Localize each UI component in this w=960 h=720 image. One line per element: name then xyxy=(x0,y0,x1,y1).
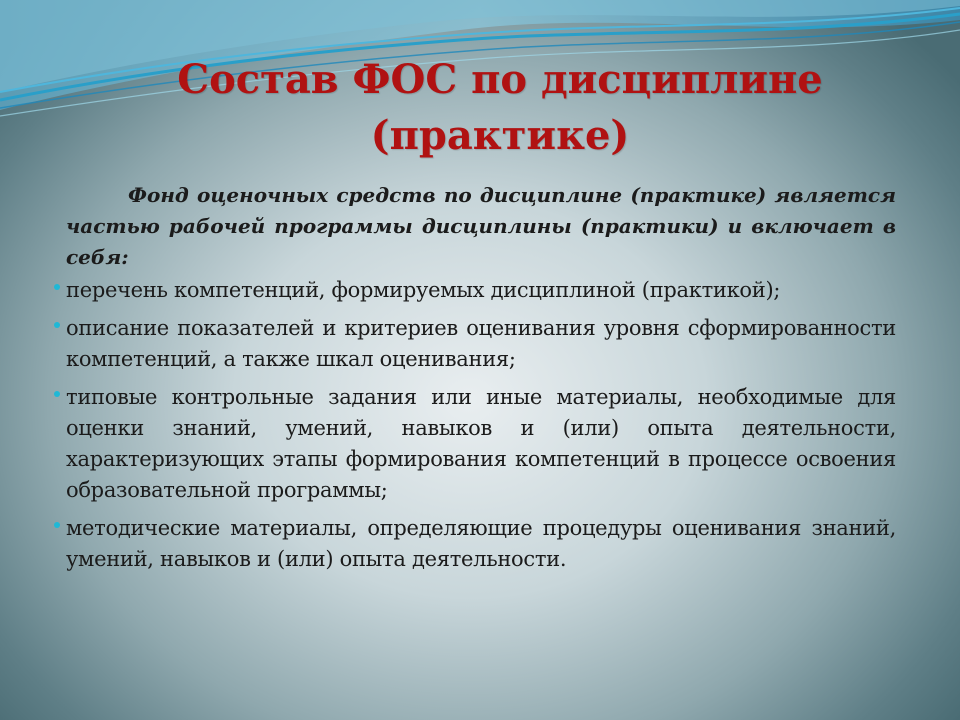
bullet-dot-icon xyxy=(54,391,60,397)
slide-content xyxy=(66,180,896,582)
list-item xyxy=(66,513,896,575)
list-item xyxy=(66,382,896,506)
bullet-list xyxy=(66,275,896,575)
bullet-text: методические материалы, определяющие процедуры оценивания знаний, умений, навыков и (или) опыта деятельности. xyxy=(66,516,896,571)
intro-paragraph: Фонд оценочных средств по дисциплине (практике) является частью рабочей программы дисциплины (практики) и включает в себя: xyxy=(66,183,896,269)
bullet-text: перечень компетенций, формируемых дисциплиной (практикой); xyxy=(66,278,781,302)
bullet-dot-icon xyxy=(54,522,60,528)
bullet-dot-icon xyxy=(54,284,60,290)
bullet-text: типовые контрольные задания или иные материалы, необходимые для оценки знаний, умений, навыков и (или) опыта деятельности, характеризующих этапы формирования компетенций в процессе освоения образовательной программы; xyxy=(66,385,896,502)
list-item xyxy=(66,275,896,306)
title-line-1: Состав ФОС по дисциплине xyxy=(177,56,823,103)
list-item xyxy=(66,313,896,375)
bullet-text: описание показателей и критериев оценивания уровня сформированности компетенций, а также шкал оценивания; xyxy=(66,316,896,371)
slide-title xyxy=(100,52,900,164)
bullet-dot-icon xyxy=(54,322,60,328)
title-line-2: (практике) xyxy=(370,112,630,159)
